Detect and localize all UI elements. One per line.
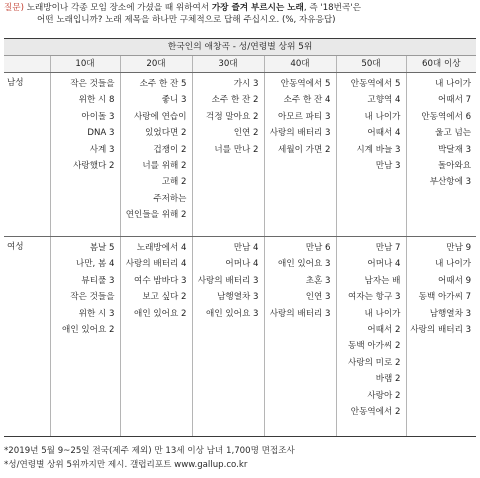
song-entry: 주저하는 <box>153 193 187 204</box>
song-entry: 가시 3 <box>233 79 259 89</box>
song-entry: 뷰티풀 3 <box>81 275 115 286</box>
song-entry: 사랑의 배터리 3 <box>269 308 331 319</box>
song-entry: 내 나이가 <box>364 308 401 319</box>
song-entry: 안동역에서 5 <box>280 79 331 89</box>
song-entry: 바램 2 <box>375 374 401 385</box>
age-header: 30대 <box>192 56 264 73</box>
song-entry: 봄날 5 <box>89 243 115 253</box>
song-entry: 소주 한 잔 2 <box>211 95 259 106</box>
song-entry: 사랑의 배터리 3 <box>410 324 472 335</box>
song-entry: 위한 시 8 <box>78 95 115 106</box>
ranking-cell <box>50 237 120 437</box>
question-highlight: 가장 즐겨 부르시는 노래 <box>211 3 304 13</box>
footnote-line-2: *성/연령별 상위 5위까지만 제시. 갤럽리포트 www.gallup.co.kr <box>4 460 248 470</box>
song-entry: 내 나이가 <box>435 259 472 270</box>
song-entry: 너를 위해 2 <box>142 160 187 171</box>
song-entry: 사계 3 <box>89 144 115 155</box>
song-entry: 안동역에서 5 <box>350 79 401 89</box>
song-entry: 걱정 말아요 2 <box>206 111 259 122</box>
song-entry: 애인 있어요 3 <box>206 308 259 319</box>
song-entry: 인연 2 <box>233 128 259 139</box>
song-entry: 안동역에서 6 <box>421 111 472 122</box>
song-entry: 남행열차 3 <box>429 308 472 319</box>
song-entry: 내 나이가 <box>435 79 472 89</box>
question-text-after: , 즉 '18번곡'은 <box>303 3 361 13</box>
song-entry: 아모르 파티 3 <box>278 111 331 122</box>
song-entry: 만남 4 <box>233 243 259 253</box>
song-entry: 안동역에서 2 <box>350 406 401 417</box>
song-entry: 만남 6 <box>305 243 331 253</box>
ranking-cell <box>50 73 120 237</box>
song-entry: 어때서 9 <box>437 275 472 286</box>
question-tag: 질문) <box>4 3 24 13</box>
corner-cell <box>4 56 50 73</box>
song-entry: 시계 바늘 3 <box>356 144 401 155</box>
song-entry: 어때서 4 <box>367 128 401 139</box>
song-entry: 부산항에 3 <box>429 177 472 188</box>
song-entry: 고향역 4 <box>367 95 401 106</box>
song-entry: 사랑의 배터리 3 <box>269 128 331 139</box>
male-row <box>4 73 476 237</box>
ranking-cell <box>120 237 192 437</box>
age-header: 40대 <box>264 56 336 73</box>
sex-label: 여성 <box>4 237 50 437</box>
song-entry: 내 나이가 <box>364 111 401 122</box>
song-entry: 동백 아가씨 2 <box>348 341 401 352</box>
song-entry: 여자는 항구 3 <box>348 292 401 303</box>
song-entry: 고해 2 <box>161 177 187 188</box>
song-entry: 어때서 2 <box>367 324 401 335</box>
song-entry: 박달재 3 <box>437 144 472 155</box>
age-header: 20대 <box>120 56 192 73</box>
song-entry: 인연 3 <box>305 292 331 303</box>
song-entry: 아이돌 3 <box>81 111 115 122</box>
song-entry: 겁쟁이 2 <box>153 144 187 155</box>
sex-label: 남성 <box>4 73 50 237</box>
question-line-2: 어떤 노래입니까? 노래 제목을 하나만 구체적으로 답해 주십시오. (%, 자유응답) <box>37 15 336 25</box>
ranking-cell <box>120 73 192 237</box>
female-row <box>4 237 476 437</box>
song-entry: 애인 있어요 2 <box>134 308 187 319</box>
song-entry: 애인 있어요 2 <box>62 324 115 335</box>
song-entry: 노래방에서 4 <box>136 243 187 253</box>
song-entry: 남행열차 3 <box>217 292 259 303</box>
song-entry: 만남 3 <box>375 160 401 171</box>
song-entry: 어머나 4 <box>225 259 259 270</box>
ranking-cell <box>336 237 406 437</box>
song-entry: 작은 것들을 <box>70 292 115 303</box>
ranking-cell <box>406 73 476 237</box>
song-entry: 사랑에 연습이 <box>133 111 187 122</box>
song-entry: 좋니 3 <box>161 95 187 106</box>
song-entry: 사랑의 배터리 4 <box>125 259 187 270</box>
song-entry: 작은 것들을 <box>70 79 115 89</box>
song-entry: 너를 만나 2 <box>214 144 259 155</box>
ranking-cell <box>192 237 264 437</box>
ranking-cell <box>264 73 336 237</box>
song-entry: 어머나 4 <box>367 259 401 270</box>
song-entry: 사랑의 배터리 3 <box>197 275 259 286</box>
song-entry: 돌아와요 <box>437 160 472 171</box>
footnote <box>4 444 295 472</box>
song-entry: 동백 아가씨 7 <box>418 292 472 303</box>
song-entry: DNA 3 <box>87 128 115 139</box>
song-entry: 여수 밤바다 3 <box>134 275 187 286</box>
ranking-cell <box>192 73 264 237</box>
age-header: 10대 <box>50 56 120 73</box>
song-entry: 애인 있어요 3 <box>278 259 331 270</box>
table-title: 한국인의 애창곡 - 성/연령별 상위 5위 <box>4 39 476 56</box>
ranking-cell <box>336 73 406 237</box>
song-entry: 연인들을 위해 2 <box>125 210 187 221</box>
song-entry: 어때서 7 <box>437 95 472 106</box>
song-entry: 만남 9 <box>446 243 472 253</box>
question-text <box>4 2 476 26</box>
song-entry: 보고 싶다 2 <box>142 292 187 303</box>
ranking-cell <box>264 237 336 437</box>
question-text-before: 노래방이나 각종 모임 장소에 가셨을 때 위하여서 <box>23 3 212 13</box>
song-entry: 사랑아 2 <box>367 390 401 401</box>
song-entry: 만남 7 <box>375 243 401 253</box>
song-entry: 나만, 봄 4 <box>75 259 115 270</box>
song-entry: 세월이 가면 2 <box>278 144 331 155</box>
age-header: 50대 <box>336 56 406 73</box>
song-entry: 남자는 배 <box>364 275 401 286</box>
song-ranking-table <box>4 38 476 437</box>
song-entry: 초혼 3 <box>305 275 331 286</box>
song-entry: 울고 넘는 <box>435 128 472 139</box>
song-entry: 소주 한 잔 4 <box>283 95 331 106</box>
song-entry: 사랑했다 2 <box>73 160 115 171</box>
ranking-cell <box>406 237 476 437</box>
song-entry: 있었다면 2 <box>145 128 187 139</box>
song-entry: 소주 한 잔 5 <box>139 79 187 89</box>
song-entry: 위한 시 3 <box>78 308 115 319</box>
footnote-line-1: *2019년 5월 9~25일 전국(제주 제외) 만 13세 이상 남녀 1,700명 면접조사 <box>4 446 295 456</box>
song-entry: 사랑의 미로 2 <box>348 357 401 368</box>
age-header: 60대 이상 <box>406 56 476 73</box>
